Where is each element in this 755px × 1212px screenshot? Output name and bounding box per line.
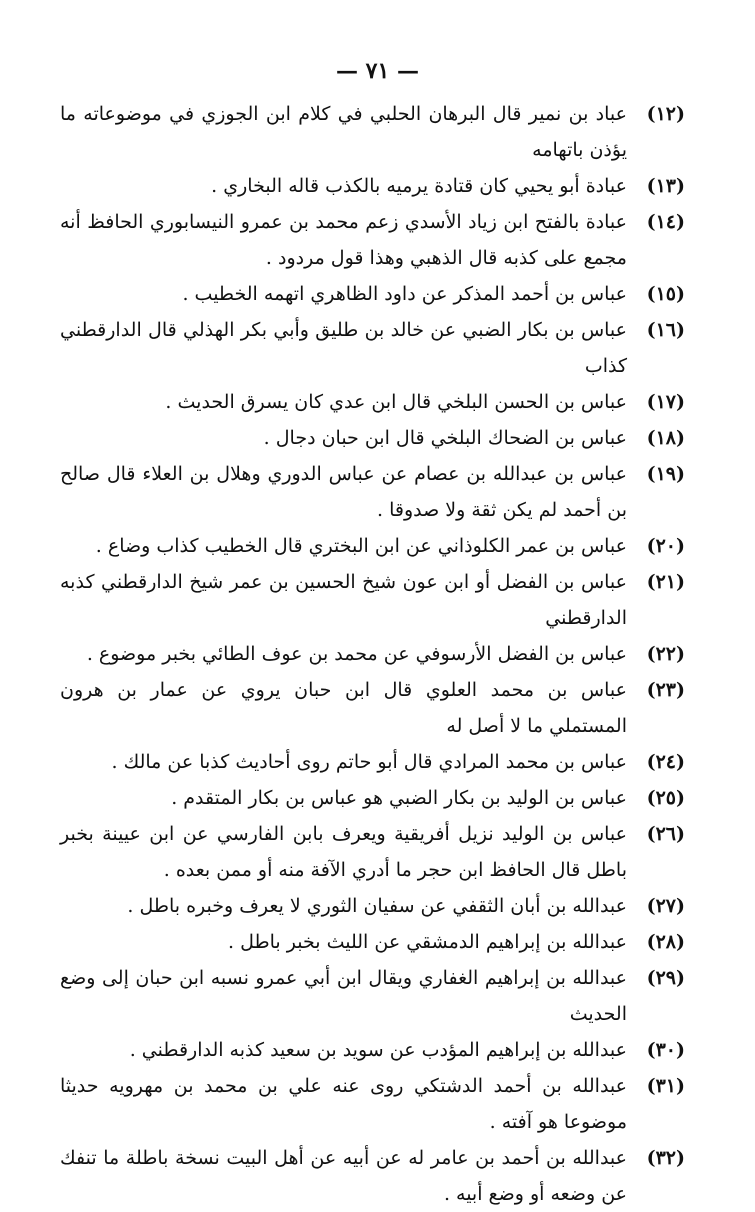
entry-list [60,96,685,1212]
entry-number: (١٧) [646,391,685,413]
list-item [60,528,685,564]
entry-number: (١٨) [646,427,685,449]
list-item [60,816,685,888]
entry-number: (١٦) [646,319,685,341]
list-item [60,96,685,168]
entry-number: (٣١) [646,1075,685,1097]
entry-text: عباس بن الحسن البلخي قال ابن عدي كان يسرق الحديث . [165,391,627,413]
list-item [60,456,685,528]
entry-text: عباس بن عبدالله بن عصام عن عباس الدوري وهلال بن العلاء قال صالح بن أحمد لم يكن ثقة ولا صدوقا . [60,463,627,521]
entry-text: عبدالله بن أحمد الدشتكي روى عنه علي بن محمد بن مهرويه حديثا موضوعا هو آفته . [60,1075,627,1133]
entry-number: (٢٧) [646,895,685,917]
list-item [60,204,685,276]
entry-number: (٣٢) [646,1147,685,1169]
list-item [60,168,685,204]
list-item [60,672,685,744]
entry-text: عباس بن الفضل أو ابن عون شيخ الحسين بن عمر شيخ الدارقطني كذبه الدارقطني [60,571,627,629]
entry-text: عباس بن الوليد نزيل أفريقية ويعرف بابن الفارسي عن ابن عيينة بخبر باطل قال الحافظ ابن حجر ما أدري الآفة منه أو ممن بعده . [60,823,627,881]
list-item [60,744,685,780]
entry-text: عباس بن محمد العلوي قال ابن حبان يروي عن عمار بن هرون المستملي ما لا أصل له [60,679,627,737]
entry-text: عبادة بالفتح ابن زياد الأسدي زعم محمد بن عمرو النيسابوري الحافظ أنه مجمع على كذبه قال الذهبي وهذا قول مردود . [60,211,627,269]
entry-text: عبدالله بن أحمد بن عامر له عن أبيه عن أهل البيت نسخة باطلة ما تنفك عن وضعه أو وضع أبيه . [60,1147,627,1205]
entry-text: عبدالله بن أبان الثقفي عن سفيان الثوري لا يعرف وخبره باطل . [127,895,627,917]
entry-number: (٢٣) [646,679,685,701]
list-item [60,312,685,384]
entry-text: عبدالله بن إبراهيم الدمشقي عن الليث بخبر باطل . [228,931,627,953]
entry-number: (١٣) [646,175,685,197]
list-item [60,564,685,636]
entry-text: عباس بن الفضل الأرسوفي عن محمد بن عوف الطائي بخبر موضوع . [86,643,627,665]
entry-number: (٢٠) [646,535,685,557]
entry-number: (١٤) [646,211,685,233]
entry-text: عباد بن نمير قال البرهان الحلبي في كلام ابن الجوزي في موضوعاته ما يؤذن باتهامه [60,103,627,161]
entry-text: عباس بن الوليد بن بكار الضبي هو عباس بن بكار المتقدم . [171,787,627,809]
list-item [60,780,685,816]
list-item [60,1140,685,1212]
list-item [60,1032,685,1068]
entry-text: عباس بن بكار الضبي عن خالد بن طليق وأبي بكر الهذلي قال الدارقطني كذاب [60,319,627,377]
list-item [60,420,685,456]
entry-number: (٢٤) [646,751,685,773]
entry-number: (١٥) [646,283,685,305]
entry-text: عباس بن الضحاك البلخي قال ابن حبان دجال . [263,427,627,449]
entry-text: عبدالله بن إبراهيم الغفاري ويقال ابن أبي عمرو نسبه ابن حبان إلى وضع الحديث [60,967,627,1025]
list-item [60,276,685,312]
entry-text: عباس بن عمر الكلوذاني عن ابن البختري قال الخطيب كذاب وضاع . [95,535,627,557]
page-number: — ٧١ — [336,58,419,84]
entry-number: (٢٩) [646,967,685,989]
list-item [60,636,685,672]
entry-number: (٣٠) [646,1039,685,1061]
entry-text: عباس بن أحمد المذكر عن داود الظاهري اتهمه الخطيب . [182,283,627,305]
entry-text: عباس بن محمد المرادي قال أبو حاتم روى أحاديث كذبا عن مالك . [111,751,627,773]
entry-number: (٢٢) [646,643,685,665]
list-item [60,924,685,960]
entry-text: عبادة أبو يحيي كان قتادة يرميه بالكذب قاله البخاري . [211,175,627,197]
list-item [60,384,685,420]
entry-number: (١٢) [646,103,685,125]
list-item [60,960,685,1032]
list-item [60,1068,685,1140]
entry-number: (٢١) [646,571,685,593]
entry-number: (٢٨) [646,931,685,953]
entry-number: (١٩) [646,463,685,485]
entry-number: (٢٦) [646,823,685,845]
list-item [60,888,685,924]
entry-number: (٢٥) [646,787,685,809]
entry-text: عبدالله بن إبراهيم المؤدب عن سويد بن سعيد كذبه الدارقطني . [129,1039,627,1061]
